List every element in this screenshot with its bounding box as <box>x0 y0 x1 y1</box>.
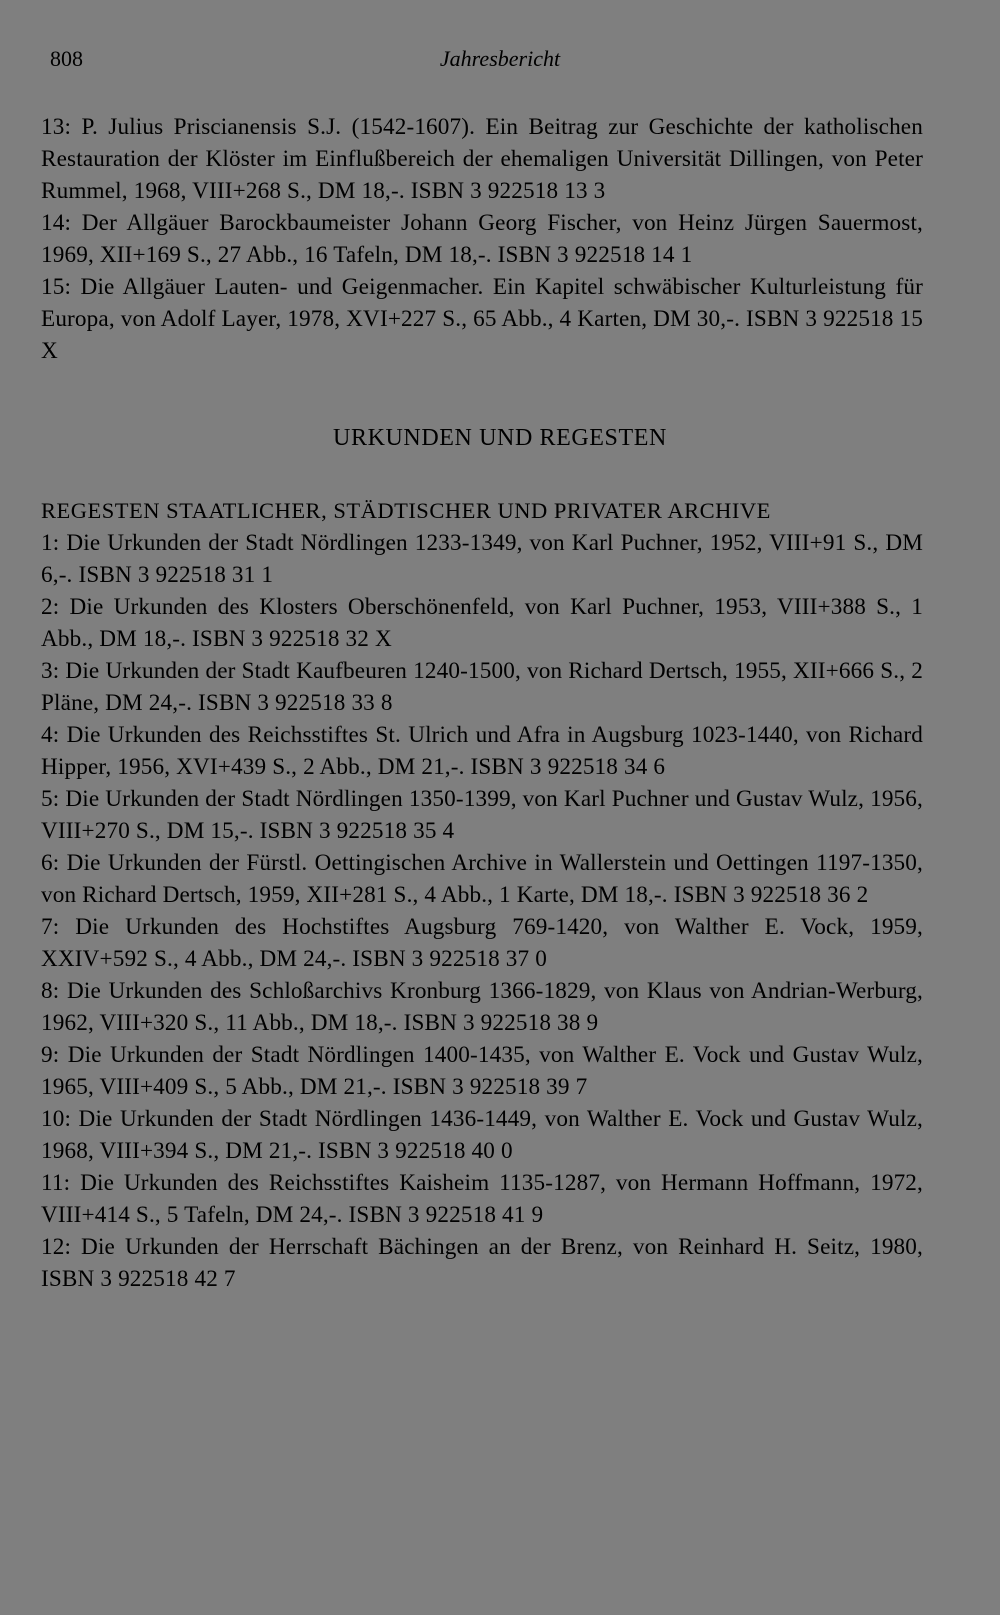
list-item: 4: Die Urkunden des Reichsstiftes St. Ulrich und Afra in Augsburg 1023-1440, von Richard Hipper, 1956, XVI+439 S., 2 Abb., DM 21,-. ISBN 3 922518 34 6 <box>41 722 923 780</box>
list-item: 12: Die Urkunden der Herrschaft Bächingen an der Brenz, von Reinhard H. Seitz, 1980, ISBN 3 922518 42 7 <box>41 1234 923 1292</box>
list-item: 14: Der Allgäuer Barockbaumeister Johann Georg Fischer, von Heinz Jürgen Sauermost, 1969, XII+169 S., 27 Abb., 16 Tafeln, DM 18,-. ISBN 3 922518 14 1 <box>41 210 923 268</box>
list-item: 11: Die Urkunden des Reichsstiftes Kaisheim 1135-1287, von Hermann Hoffmann, 1972, VIII+414 S., 5 Tafeln, DM 24,-. ISBN 3 922518 41 9 <box>41 1170 923 1228</box>
section-heading: URKUNDEN UND REGESTEN <box>333 425 667 451</box>
list-item: 10: Die Urkunden der Stadt Nördlingen 1436-1449, von Walther E. Vock und Gustav Wulz, 1968, VIII+394 S., DM 21,-. ISBN 3 922518 40 0 <box>41 1106 923 1164</box>
list-item: 5: Die Urkunden der Stadt Nördlingen 1350-1399, von Karl Puchner und Gustav Wulz, 1956, VIII+270 S., DM 15,-. ISBN 3 922518 35 4 <box>41 786 923 844</box>
publication-list-series-1 <box>41 111 923 367</box>
list-item: 13: P. Julius Priscianensis S.J. (1542-1607). Ein Beitrag zur Geschichte der katholischen Restauration der Klöster im Einflußbereich der ehemaligen Universität Dillingen, von Peter Rummel, 1968, VIII+268 S., DM 18,-. ISBN 3 922518 13 3 <box>41 114 923 204</box>
list-item: 1: Die Urkunden der Stadt Nördlingen 1233-1349, von Karl Puchner, 1952, VIII+91 S., DM 6,-. ISBN 3 922518 31 1 <box>41 530 923 588</box>
list-item: 6: Die Urkunden der Fürstl. Oettingischen Archive in Wallerstein und Oettingen 1197-1350, von Richard Dertsch, 1959, XII+281 S., 4 Abb., 1 Karte, DM 18,-. ISBN 3 922518 36 2 <box>41 850 923 908</box>
subsection-heading: REGESTEN STAATLICHER, STÄDTISCHER UND PRIVATER ARCHIVE <box>41 498 771 523</box>
list-item: 3: Die Urkunden der Stadt Kaufbeuren 1240-1500, von Richard Dertsch, 1955, XII+666 S., 2 Pläne, DM 24,-. ISBN 3 922518 33 8 <box>41 658 923 716</box>
list-item: 7: Die Urkunden des Hochstiftes Augsburg 769-1420, von Walther E. Vock, 1959, XXIV+592 S., 4 Abb., DM 24,-. ISBN 3 922518 37 0 <box>41 914 923 972</box>
list-item: 9: Die Urkunden der Stadt Nördlingen 1400-1435, von Walther E. Vock und Gustav Wulz, 1965, VIII+409 S., 5 Abb., DM 21,-. ISBN 3 922518 39 7 <box>41 1042 923 1100</box>
list-item: 15: Die Allgäuer Lauten- und Geigenmacher. Ein Kapitel schwäbischer Kulturleistung für Europa, von Adolf Layer, 1978, XVI+227 S., 65 Abb., 4 Karten, DM 30,-. ISBN 3 922518 15 X <box>41 274 923 364</box>
list-item: 2: Die Urkunden des Klosters Oberschönenfeld, von Karl Puchner, 1953, VIII+388 S., 1 Abb., DM 18,-. ISBN 3 922518 32 X <box>41 594 923 652</box>
list-item: 8: Die Urkunden des Schloßarchivs Kronburg 1366-1829, von Klaus von Andrian-Werburg, 1962, VIII+320 S., 11 Abb., DM 18,-. ISBN 3 922518 38 9 <box>41 978 923 1036</box>
page-number: 808 <box>50 46 83 71</box>
publication-list-regesten <box>41 527 923 1295</box>
running-title: Jahresbericht <box>439 46 561 71</box>
